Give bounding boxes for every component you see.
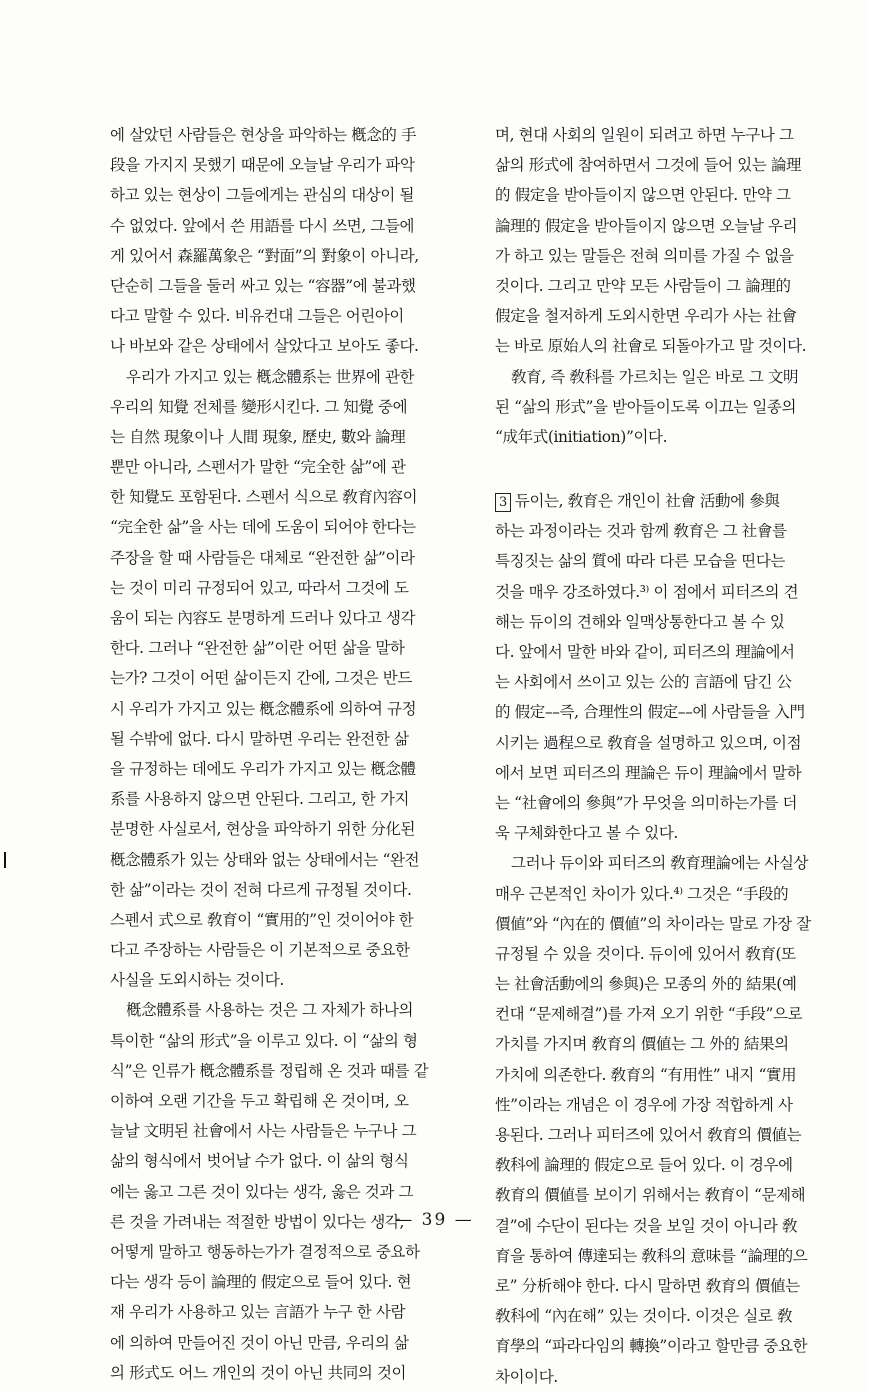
text-line: [110, 301, 465, 331]
line-text: 假定을 철저하게 도외시한면 우리가 사는 社會: [495, 307, 797, 326]
line-text: 로” 分析해야 한다. 다시 말하면 敎育의 價値는: [495, 1276, 800, 1295]
line-text: 시키는 過程으로 敎育을 설명하고 있으며, 이점: [495, 733, 802, 752]
line-text: 는가? 그것이 어떤 삶이든지 간에, 그것은 반드: [110, 669, 412, 688]
text-line: [495, 667, 853, 697]
text-line: [110, 1146, 465, 1176]
line-text: 다. 앞에서 말한 바와 같이, 피터즈의 理論에서: [495, 643, 795, 661]
text-line: [110, 512, 465, 542]
text-line: [495, 546, 853, 576]
line-text: 는 “社會에의 參與”가 무엇을 의미하는가를 더: [495, 793, 798, 812]
line-text: 어떻게 말하고 행동하는가가 결정적으로 중요하: [110, 1242, 420, 1261]
line-text: 될 수밖에 없다. 다시 말하면 우리는 완전한 삶: [110, 729, 409, 748]
text-line: [495, 1362, 853, 1392]
text-line: [110, 543, 465, 573]
line-text: 우리가 가지고 있는 槪念體系는 世界에 관한: [126, 367, 415, 386]
text-line: [110, 1328, 465, 1358]
line-text: 敎科에 論理的 假定으로 들어 있다. 이 경우에: [495, 1156, 793, 1175]
text-line: [110, 120, 465, 150]
line-text: 며, 현대 사회의 일원이 되려고 하면 누구나 그: [495, 126, 794, 144]
text-line: [495, 1060, 853, 1090]
text-line: [495, 697, 853, 727]
text-line: [110, 965, 465, 995]
text-line: [110, 392, 465, 422]
line-text: 다는 생각 등이 論理的 假定으로 들어 있다. 현: [110, 1273, 412, 1292]
paragraph-first-line: [495, 848, 853, 878]
text-line: [495, 1241, 853, 1271]
text-line: [495, 758, 853, 788]
line-text: 하고 있는 현상이 그들에게는 관심의 대상이 될: [110, 186, 415, 205]
text-line: [495, 1180, 853, 1210]
text-line: [110, 452, 465, 482]
line-text: 결”에 수단이 된다는 것을 보일 것이 아니라 敎: [495, 1216, 798, 1235]
line-text: 특이한 “삶의 形式”을 이루고 있다. 이 “삶의 형: [110, 1031, 418, 1050]
line-text: 다고 말할 수 있다. 비유컨대 그들은 어린아이: [110, 307, 405, 326]
line-text: 的 假定을 받아들이지 않으면 안된다. 만약 그: [495, 186, 791, 205]
line-text: 가치에 의존한다. 敎育의 “有用性” 내지 “實用: [495, 1065, 797, 1084]
text-line: [495, 607, 853, 637]
text-line: [495, 909, 853, 939]
paragraph-first-line: [110, 362, 465, 392]
line-text: 삶의 형식에서 벗어날 수가 없다. 이 삶의 형식: [110, 1152, 409, 1171]
text-line: [495, 301, 853, 331]
text-line: [495, 1331, 853, 1361]
line-text: 敎育의 價値를 보이기 위해서는 敎育이 “문제해: [495, 1186, 806, 1205]
line-text: 욱 구체화한다고 볼 수 있다.: [495, 824, 678, 843]
line-text: 뿐만 아니라, 스펜서가 말한 “完全한 삶”에 관: [110, 458, 406, 477]
line-text: 주장을 할 때 사람들은 대체로 “완전한 삶”이라: [110, 548, 415, 567]
line-text: 敎科에 “內在해” 있는 것이다. 이것은 실로 敎: [495, 1307, 793, 1326]
text-line: [495, 879, 853, 909]
text-line: [110, 1056, 465, 1086]
line-text: 의 形式도 어느 개인의 것이 아닌 共同의 것이: [110, 1363, 407, 1382]
line-text: 는 바로 原始人의 社會로 되돌아가고 말 것이다.: [495, 337, 807, 356]
line-text: 재 우리가 사용하고 있는 言語가 누구 한 사람: [110, 1303, 406, 1322]
text-line: [110, 211, 465, 241]
right-text-column: [495, 120, 853, 1392]
text-line: [110, 845, 465, 875]
line-text: 的 假定––즉, 合理性의 假定––에 사람들을 入門: [495, 703, 805, 722]
text-line: [110, 422, 465, 452]
line-text: 것이다. 그리고 만약 모든 사람들이 그 論理的: [495, 276, 791, 295]
line-text: 槪念體系가 있는 상태와 없는 상태에서는 “완전: [110, 850, 420, 869]
text-line: [110, 633, 465, 663]
line-text: 段을 가지지 못했기 때문에 오늘날 우리가 파악: [110, 156, 415, 175]
line-text: 나 바보와 같은 상태에서 살았다고 보아도 좋다.: [110, 337, 419, 356]
line-text: 스펜서 式으로 敎育이 “實用的”인 것이어야 한: [110, 910, 414, 929]
text-line: [495, 331, 853, 361]
text-line: [495, 788, 853, 818]
text-line: [495, 150, 853, 180]
line-text: 는 社會活動에의 參與)은 모종의 外的 結果(예: [495, 975, 797, 994]
text-line: [495, 969, 853, 999]
paragraph-first-line: [495, 362, 853, 392]
line-text: 에 살았던 사람들은 현상을 파악하는 槪念的 手: [110, 126, 417, 144]
text-line: [110, 1267, 465, 1297]
text-line: [495, 1029, 853, 1059]
text-line: [495, 637, 853, 667]
text-line: [495, 271, 853, 301]
line-text: 삶의 形式에 참여하면서 그것에 들어 있는 論理: [495, 156, 802, 175]
text-line: [495, 1150, 853, 1180]
line-text: 우리의 知覺 전체를 變形시킨다. 그 知覺 중에: [110, 397, 408, 416]
text-line: [110, 754, 465, 784]
line-text: 단순히 그들을 둘러 싸고 있는 “容器”에 불과했: [110, 276, 416, 295]
text-line: [495, 422, 853, 452]
numbered-section-line: [495, 486, 853, 516]
line-text: 듀이는, 敎育은 개인이 社會 活動에 參與: [514, 492, 780, 511]
line-text: 系를 사용하지 않으면 안된다. 그리고, 한 가지: [110, 790, 410, 809]
line-text: 움이 되는 內容도 분명하게 드러나 있다고 생각: [110, 609, 416, 627]
text-line: [495, 1301, 853, 1331]
text-line: [495, 180, 853, 210]
text-line: [110, 724, 465, 754]
line-text: 수 없었다. 앞에서 쓴 用語를 다시 쓰면, 그들에: [110, 216, 415, 235]
text-line: [110, 935, 465, 965]
text-line: [110, 814, 465, 844]
line-text: 는 사회에서 쓰이고 있는 公的 言語에 담긴 公: [495, 673, 792, 692]
text-line: [110, 875, 465, 905]
paragraph-first-line: [110, 995, 465, 1025]
line-text: 性”이라는 개념은 이 경우에 가장 적합하게 사: [495, 1095, 793, 1114]
text-line: [110, 1086, 465, 1116]
line-text: 용된다. 그러나 피터즈에 있어서 敎育의 價値는: [495, 1126, 802, 1144]
text-line: [495, 1271, 853, 1301]
line-text: 는 것이 미리 규정되어 있고, 따라서 그것에 도: [110, 578, 409, 597]
line-text: 한다. 그러나 “완전한 삶”이란 어떤 삶을 말하: [110, 639, 405, 658]
line-text: 특징짓는 삶의 質에 따라 다른 모습을 띤다는: [495, 552, 786, 571]
line-text: 된 “삶의 形式”을 받아들이도록 이끄는 일종의: [495, 397, 797, 416]
text-line: [495, 392, 853, 422]
line-text: 한 삶”이라는 것이 전혀 다르게 규정될 것이다.: [110, 880, 412, 899]
text-line: [110, 905, 465, 935]
text-line: [110, 1297, 465, 1327]
line-text: 論理的 假定을 받아들이지 않으면 오늘날 우리: [495, 216, 798, 235]
line-text: 식”은 인류가 槪念體系를 정립해 온 것과 때를 같: [110, 1061, 429, 1080]
line-text: 한 知覺도 포함된다. 스펜서 식으로 敎育內容이: [110, 488, 418, 507]
line-text: 에는 옳고 그른 것이 있다는 생각, 옳은 것과 그: [110, 1182, 414, 1201]
line-text: 이하여 오랜 기간을 두고 확립해 온 것이며, 오: [110, 1092, 409, 1110]
line-text: 규정될 수 있을 것이다. 듀이에 있어서 敎育(또: [495, 944, 796, 963]
line-text: 른 것을 가려내는 적절한 방법이 있다는 생각,: [110, 1212, 405, 1231]
text-line: [110, 241, 465, 271]
text-line: [110, 180, 465, 210]
line-text: 을 규정하는 데에도 우리가 가지고 있는 槪念體: [110, 759, 416, 778]
text-line: [110, 1237, 465, 1267]
line-text: 차이이다.: [495, 1367, 558, 1386]
text-line: [495, 211, 853, 241]
text-line: [495, 1120, 853, 1150]
line-text: 매우 근본적인 차이가 있다.⁴⁾ 그것은 “手段的: [495, 884, 789, 903]
text-line: [495, 818, 853, 848]
paragraph-gap: [495, 452, 853, 486]
text-line: [110, 271, 465, 301]
text-line: [110, 663, 465, 693]
line-text: “成年式(initiation)”이다.: [495, 427, 668, 446]
margin-mark: [4, 852, 6, 868]
text-line: [110, 1358, 465, 1388]
text-line: [110, 482, 465, 512]
line-text: 컨대 “문제해결”)를 가져 오기 위한 “手段”으로: [495, 1005, 803, 1024]
text-line: [495, 1090, 853, 1120]
line-text: 것을 매우 강조하였다.³⁾ 이 점에서 피터즈의 견: [495, 582, 799, 601]
text-line: [110, 150, 465, 180]
line-text: 다고 주장하는 사람들은 이 기본적으로 중요한: [110, 941, 410, 960]
text-line: [495, 241, 853, 271]
line-text: 에 의하여 만들어진 것이 아닌 만큼, 우리의 삶: [110, 1333, 409, 1352]
text-line: [110, 784, 465, 814]
text-line: [110, 694, 465, 724]
line-text: 槪念體系를 사용하는 것은 그 자체가 하나의: [126, 1001, 414, 1020]
line-text: 사실을 도외시하는 것이다.: [110, 971, 284, 990]
text-line: [110, 603, 465, 633]
text-line: [495, 999, 853, 1029]
line-text: 늘날 文明된 社會에서 사는 사람들은 누구나 그: [110, 1122, 417, 1141]
line-text: 하는 과정이라는 것과 함께 敎育은 그 社會를: [495, 522, 787, 541]
line-text: 그러나 듀이와 피터즈의 敎育理論에는 사실상: [511, 854, 809, 873]
line-text: 가치를 가지며 敎育의 價値는 그 外的 結果의: [495, 1035, 789, 1054]
line-text: 價値”와 “內在的 價値”의 차이라는 말로 가장 잘: [495, 914, 811, 933]
line-text: 시 우리가 가지고 있는 槪念體系에 의하여 규정: [110, 699, 417, 718]
text-line: [110, 331, 465, 361]
line-text: 는 自然 現象이나 人間 現象, 歷史, 數와 論理: [110, 427, 406, 446]
line-text: 게 있어서 森羅萬象은 “對面”의 對象이 아니라,: [110, 246, 419, 265]
line-text: 敎育, 즉 敎科를 가르치는 일은 바로 그 文明: [511, 367, 799, 386]
line-text: “完全한 삶”을 사는 데에 도움이 되어야 한다는: [110, 518, 416, 537]
text-line: [110, 1116, 465, 1146]
text-line: [110, 1177, 465, 1207]
text-line: [495, 939, 853, 969]
line-text: 가 하고 있는 말들은 전혀 의미를 가질 수 없을: [495, 246, 794, 265]
text-line: [110, 573, 465, 603]
line-text: 분명한 사실로서, 현상을 파악하기 위한 分化된: [110, 820, 416, 839]
line-text: 育을 통하여 傳達되는 敎科의 意味를 “論理的으: [495, 1246, 808, 1265]
text-line: [495, 516, 853, 546]
line-text: 育學의 “파라다임의 轉換”이라고 할만큼 중요한: [495, 1337, 808, 1356]
text-line: [495, 577, 853, 607]
left-text-column: [110, 120, 465, 1388]
line-text: 해는 듀이의 견해와 일맥상통한다고 볼 수 있: [495, 612, 785, 631]
section-number-box: 3: [495, 493, 511, 512]
text-line: [110, 1026, 465, 1056]
text-line: [495, 728, 853, 758]
page-number: — 39 —: [395, 1210, 474, 1230]
line-text: 에서 보면 피터즈의 理論은 듀이 理論에서 말하: [495, 763, 802, 782]
text-line: [495, 120, 853, 150]
